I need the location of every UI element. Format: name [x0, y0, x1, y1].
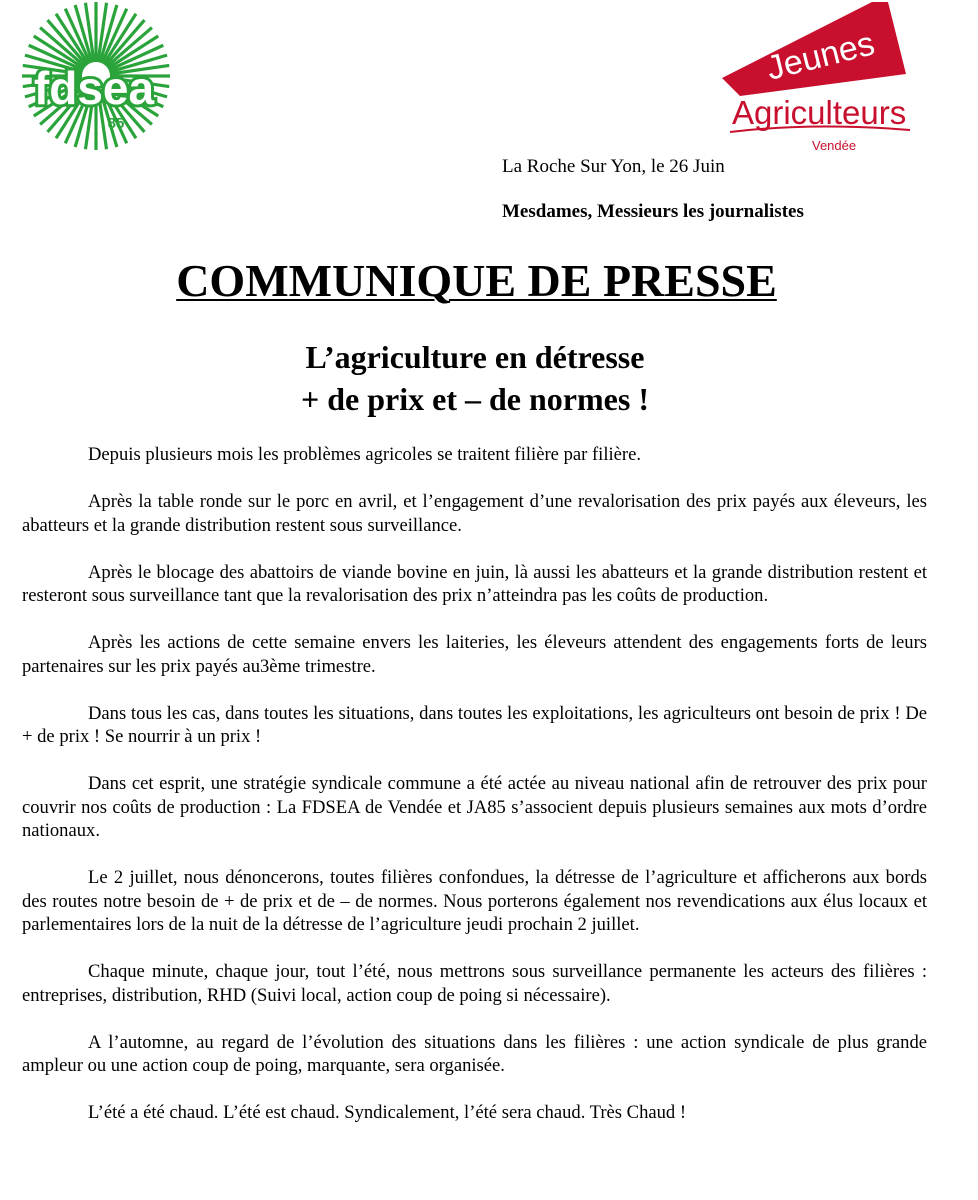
- paragraph: Dans cet esprit, une stratégie syndicale commune a été actée au niveau national afin de retrouver des prix pour couvrir nos coûts de production : La FDSEA de Vendée et JA85 s’associent depuis plusieurs semaines aux mots d’ordre nationaux.: [22, 773, 927, 841]
- paragraph: Après les actions de cette semaine envers les laiteries, les éleveurs attendent des engagements forts de leurs partenaires sur les prix payés au3ème trimestre.: [22, 632, 927, 677]
- ja-logo: [722, 0, 922, 160]
- ja-line3: Vendée: [812, 138, 857, 153]
- subtitle: [0, 336, 950, 420]
- page-title-text: COMMUNIQUE DE PRESSE: [176, 255, 777, 306]
- paragraph: L’été a été chaud. L’été est chaud. Syndicalement, l’été sera chaud. Très Chaud !: [88, 1102, 687, 1123]
- paragraph: Après le blocage des abattoirs de viande bovine en juin, là aussi les abatteurs et la grande distribution restent et resteront sous surveillance tant que la revalorisation des prix n’atteindra pas les coûts de production.: [22, 561, 927, 606]
- place-date: La Roche Sur Yon, le 26 Juin: [502, 156, 725, 177]
- body-text: [22, 443, 927, 1125]
- fdsea-number: 85: [107, 115, 125, 132]
- ja-banner-icon: [722, 0, 922, 160]
- paragraph: Après la table ronde sur le porc en avril, et l’engagement d’une revalorisation des prix payés aux éleveurs, les abatteurs et la grande distribution restent sous surveillance.: [22, 491, 927, 536]
- subtitle-line-2: + de prix et – de normes !: [301, 381, 649, 417]
- fdsea-wordmark: fdsea: [33, 62, 155, 114]
- fdsea-sunburst-icon: [20, 0, 172, 152]
- ja-line1: Jeunes: [762, 24, 879, 88]
- subtitle-line-1: L’agriculture en détresse: [305, 339, 645, 375]
- ja-line2: Agriculteurs: [732, 94, 907, 131]
- page-title: [0, 254, 950, 307]
- paragraph: Depuis plusieurs mois les problèmes agricoles se traitent filière par filière.: [88, 444, 641, 465]
- paragraph: Le 2 juillet, nous dénoncerons, toutes filières confondues, la détresse de l’agriculture et afficherons aux bords des routes notre besoin de + de prix et de – de normes. Nous porterons également nos revendications aux élus locaux et parlementaires lors de la nuit de la détresse de l’agriculture jeudi prochain 2 juillet.: [22, 867, 927, 935]
- paragraph: A l’automne, au regard de l’évolution des situations dans les filières : une action syndicale de plus grande ampleur ou une action coup de poing, marquante, sera organisée.: [22, 1031, 927, 1076]
- recipients: Mesdames, Messieurs les journalistes: [502, 201, 804, 222]
- fdsea-logo: [20, 0, 172, 152]
- paragraph: Dans tous les cas, dans toutes les situations, dans toutes les exploitations, les agriculteurs ont besoin de prix ! De + de prix ! Se nourrir à un prix !: [22, 702, 927, 747]
- paragraph: Chaque minute, chaque jour, tout l’été, nous mettrons sous surveillance permanente les acteurs des filières : entreprises, distribution, RHD (Suivi local, action coup de poing si nécessaire).: [22, 961, 927, 1006]
